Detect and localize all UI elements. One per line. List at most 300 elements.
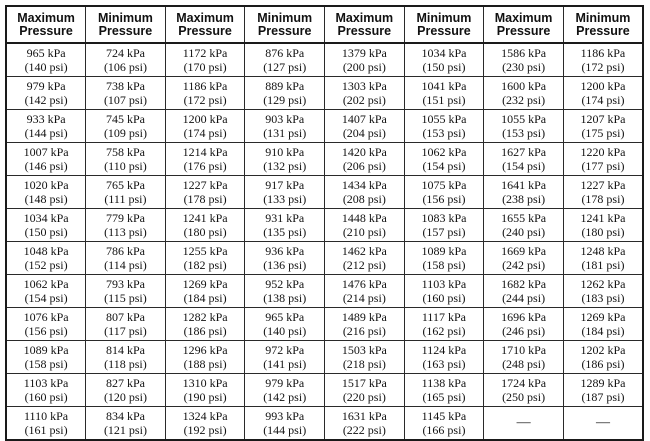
kpa-value: 724 kPa [105, 46, 145, 60]
table-cell [165, 209, 245, 242]
header-line: Pressure [417, 23, 471, 38]
psi-value: (106 psi) [103, 60, 147, 74]
psi-value: (204 psi) [342, 126, 386, 140]
table-cell [6, 209, 86, 242]
header-line: Minimum [98, 10, 153, 25]
kpa-value: 1055 kPa [421, 112, 467, 126]
table-cell [86, 77, 166, 110]
table-cell [245, 308, 325, 341]
minimum-pressure-header [404, 6, 484, 43]
psi-value: (158 psi) [422, 258, 466, 272]
kpa-value: 1600 kPa [501, 79, 547, 93]
psi-value: (240 psi) [502, 225, 546, 239]
minimum-pressure-header [86, 6, 166, 43]
table-row [6, 275, 643, 308]
psi-value: (141 psi) [263, 357, 307, 371]
psi-value: (187 psi) [581, 390, 625, 404]
kpa-value: 1138 kPa [421, 376, 467, 390]
table-cell [325, 374, 405, 407]
psi-value: (190 psi) [183, 390, 227, 404]
table-cell [325, 176, 405, 209]
psi-value: (156 psi) [422, 192, 466, 206]
table-body [6, 43, 643, 440]
minimum-pressure-header [245, 6, 325, 43]
psi-value: (153 psi) [502, 126, 546, 140]
table-row [6, 308, 643, 341]
header-line: Maximum [17, 10, 75, 25]
psi-value: (144 psi) [263, 423, 307, 437]
psi-value: (200 psi) [342, 60, 386, 74]
kpa-value: 876 kPa [265, 46, 305, 60]
psi-value: (244 psi) [502, 291, 546, 305]
table-cell [404, 176, 484, 209]
table-cell [484, 407, 564, 441]
table-row [6, 374, 643, 407]
table-cell [325, 308, 405, 341]
table-cell [165, 43, 245, 77]
table-cell [165, 143, 245, 176]
psi-value: (150 psi) [422, 60, 466, 74]
pressure-table [5, 5, 644, 441]
psi-value: (178 psi) [183, 192, 227, 206]
maximum-pressure-header [325, 6, 405, 43]
psi-value: (157 psi) [422, 225, 466, 239]
table-cell [563, 209, 643, 242]
kpa-value: 1062 kPa [421, 145, 467, 159]
psi-value: (208 psi) [342, 192, 386, 206]
psi-value: (230 psi) [502, 60, 546, 74]
table-cell [245, 110, 325, 143]
psi-value: (136 psi) [263, 258, 307, 272]
table-cell [484, 308, 564, 341]
table-cell [563, 110, 643, 143]
table-cell [404, 77, 484, 110]
kpa-value: 765 kPa [105, 178, 145, 192]
table-cell [325, 209, 405, 242]
kpa-value: 807 kPa [105, 310, 145, 324]
psi-value: (170 psi) [183, 60, 227, 74]
psi-value: (177 psi) [581, 159, 625, 173]
table-cell [165, 341, 245, 374]
kpa-value: 1448 kPa [341, 211, 387, 225]
kpa-value: 1117 kPa [421, 310, 466, 324]
kpa-value: 1048 kPa [23, 244, 69, 258]
table-cell [245, 77, 325, 110]
table-cell [6, 43, 86, 77]
kpa-value: 1034 kPa [23, 211, 69, 225]
table-cell [245, 143, 325, 176]
kpa-value: 889 kPa [265, 79, 305, 93]
table-cell [86, 110, 166, 143]
kpa-value: 979 kPa [265, 376, 305, 390]
kpa-value: 1682 kPa [501, 277, 547, 291]
psi-value: (133 psi) [263, 192, 307, 206]
psi-value: (172 psi) [183, 93, 227, 107]
psi-value: (176 psi) [183, 159, 227, 173]
kpa-value: 1075 kPa [421, 178, 467, 192]
kpa-value: 1489 kPa [341, 310, 387, 324]
table-row [6, 407, 643, 441]
kpa-value: 1202 kPa [580, 343, 626, 357]
kpa-value: 1207 kPa [580, 112, 626, 126]
kpa-value: 910 kPa [265, 145, 305, 159]
psi-value: (115 psi) [104, 291, 147, 305]
kpa-value: 1034 kPa [421, 46, 467, 60]
table-cell [6, 308, 86, 341]
kpa-value: 1669 kPa [501, 244, 547, 258]
kpa-value: 993 kPa [265, 409, 305, 423]
kpa-value: 965 kPa [265, 310, 305, 324]
kpa-value: 1379 kPa [341, 46, 387, 60]
header-line: Pressure [19, 23, 73, 38]
kpa-value: 1110 kPa [24, 409, 69, 423]
psi-value: (172 psi) [581, 60, 625, 74]
kpa-value: 936 kPa [265, 244, 305, 258]
table-cell [484, 43, 564, 77]
psi-value: (107 psi) [103, 93, 147, 107]
kpa-value: 1627 kPa [501, 145, 547, 159]
psi-value: (180 psi) [183, 225, 227, 239]
table-cell [484, 275, 564, 308]
maximum-pressure-header [165, 6, 245, 43]
kpa-value: 1269 kPa [182, 277, 228, 291]
psi-value: (120 psi) [103, 390, 147, 404]
table-cell [165, 110, 245, 143]
table-cell [86, 341, 166, 374]
psi-value: (186 psi) [581, 357, 625, 371]
psi-value: (138 psi) [263, 291, 307, 305]
psi-value: (192 psi) [183, 423, 227, 437]
kpa-value: 1220 kPa [580, 145, 626, 159]
psi-value: (175 psi) [581, 126, 625, 140]
kpa-value: 1227 kPa [580, 178, 626, 192]
table-cell [86, 275, 166, 308]
psi-value: (220 psi) [342, 390, 386, 404]
psi-value: (183 psi) [581, 291, 625, 305]
table-cell [6, 242, 86, 275]
psi-value: (166 psi) [422, 423, 466, 437]
psi-value: (110 psi) [104, 159, 147, 173]
table-cell [563, 341, 643, 374]
table-row [6, 143, 643, 176]
table-cell [563, 176, 643, 209]
kpa-value: 745 kPa [105, 112, 145, 126]
table-cell [484, 110, 564, 143]
table-cell [6, 407, 86, 441]
kpa-value: 965 kPa [26, 46, 66, 60]
psi-value: (202 psi) [342, 93, 386, 107]
table-cell [245, 209, 325, 242]
table-cell [325, 407, 405, 441]
psi-value: (154 psi) [422, 159, 466, 173]
psi-value: (250 psi) [502, 390, 546, 404]
table-cell [245, 43, 325, 77]
psi-value: (146 psi) [24, 159, 68, 173]
kpa-value: 1324 kPa [182, 409, 228, 423]
kpa-value: 1124 kPa [421, 343, 467, 357]
table-cell [325, 143, 405, 176]
psi-value: (118 psi) [104, 357, 147, 371]
table-cell [165, 374, 245, 407]
table-row [6, 110, 643, 143]
psi-value: (131 psi) [263, 126, 307, 140]
psi-value: (238 psi) [502, 192, 546, 206]
table-row [6, 43, 643, 77]
psi-value: (174 psi) [581, 93, 625, 107]
kpa-value: 786 kPa [105, 244, 145, 258]
kpa-value: 1641 kPa [501, 178, 547, 192]
header-line: Maximum [494, 10, 553, 25]
table-cell [404, 407, 484, 441]
table-cell [245, 374, 325, 407]
kpa-value: 1145 kPa [421, 409, 467, 423]
table-cell [165, 275, 245, 308]
kpa-value: 779 kPa [105, 211, 145, 225]
table-cell [484, 77, 564, 110]
kpa-value: 793 kPa [105, 277, 145, 291]
maximum-pressure-header [6, 6, 86, 43]
table-cell [245, 407, 325, 441]
kpa-value: 903 kPa [265, 112, 305, 126]
psi-value: (242 psi) [502, 258, 546, 272]
kpa-value: 1089 kPa [421, 244, 467, 258]
kpa-value: 917 kPa [265, 178, 305, 192]
psi-value: (150 psi) [24, 225, 68, 239]
kpa-value: 1710 kPa [501, 343, 547, 357]
kpa-value: 1214 kPa [182, 145, 228, 159]
psi-value: (127 psi) [263, 60, 307, 74]
psi-value: (109 psi) [103, 126, 147, 140]
psi-value: (135 psi) [263, 225, 307, 239]
table-cell [404, 143, 484, 176]
psi-value: (180 psi) [581, 225, 625, 239]
kpa-value: 1631 kPa [341, 409, 387, 423]
psi-value: (142 psi) [263, 390, 307, 404]
header-line: Pressure [98, 23, 153, 38]
table-cell [165, 242, 245, 275]
table-cell [165, 308, 245, 341]
table-cell [86, 176, 166, 209]
kpa-value: 1103 kPa [421, 277, 467, 291]
kpa-value: 1255 kPa [182, 244, 228, 258]
table-cell [404, 242, 484, 275]
psi-value: (111 psi) [104, 192, 147, 206]
table-cell [563, 143, 643, 176]
psi-value: (165 psi) [422, 390, 466, 404]
kpa-value: 1503 kPa [341, 343, 387, 357]
table-cell [484, 341, 564, 374]
table-cell [6, 77, 86, 110]
psi-value: (206 psi) [342, 159, 386, 173]
header-line: Pressure [496, 23, 551, 38]
kpa-value: 1186 kPa [182, 79, 228, 93]
header-line: Pressure [576, 23, 630, 38]
table-row [6, 77, 643, 110]
empty-cell-dash: — [516, 415, 531, 430]
kpa-value: 933 kPa [26, 112, 66, 126]
table-cell [165, 176, 245, 209]
table-cell [245, 242, 325, 275]
table-cell [165, 77, 245, 110]
header-line: Maximum [176, 10, 234, 25]
table-cell [86, 374, 166, 407]
psi-value: (216 psi) [342, 324, 386, 338]
kpa-value: 1655 kPa [501, 211, 547, 225]
psi-value: (148 psi) [24, 192, 68, 206]
kpa-value: 1200 kPa [580, 79, 626, 93]
table-cell [563, 374, 643, 407]
psi-value: (212 psi) [342, 258, 386, 272]
kpa-value: 1476 kPa [341, 277, 387, 291]
psi-value: (214 psi) [342, 291, 386, 305]
table-cell [404, 43, 484, 77]
psi-value: (129 psi) [263, 93, 307, 107]
psi-value: (152 psi) [24, 258, 68, 272]
header-line: Minimum [575, 10, 631, 25]
table-cell [563, 308, 643, 341]
kpa-value: 952 kPa [265, 277, 305, 291]
kpa-value: 827 kPa [105, 376, 145, 390]
kpa-value: 1696 kPa [501, 310, 547, 324]
kpa-value: 931 kPa [265, 211, 305, 225]
psi-value: (160 psi) [24, 390, 68, 404]
table-cell [165, 407, 245, 441]
header-line: Pressure [337, 23, 392, 38]
psi-value: (142 psi) [24, 93, 68, 107]
header-line: Minimum [257, 10, 313, 25]
kpa-value: 1407 kPa [341, 112, 387, 126]
psi-value: (154 psi) [24, 291, 68, 305]
kpa-value: 979 kPa [26, 79, 66, 93]
kpa-value: 1420 kPa [341, 145, 387, 159]
header-line: Minimum [416, 10, 472, 25]
table-cell [86, 143, 166, 176]
kpa-value: 1282 kPa [182, 310, 228, 324]
psi-value: (181 psi) [581, 258, 625, 272]
kpa-value: 1586 kPa [501, 46, 547, 60]
kpa-value: 1103 kPa [23, 376, 69, 390]
table-cell [404, 275, 484, 308]
table-cell [6, 374, 86, 407]
table-row [6, 176, 643, 209]
table-cell [6, 341, 86, 374]
table-cell [484, 176, 564, 209]
table-cell [86, 209, 166, 242]
psi-value: (132 psi) [263, 159, 307, 173]
table-cell [325, 77, 405, 110]
kpa-value: 814 kPa [105, 343, 145, 357]
kpa-value: 1296 kPa [182, 343, 228, 357]
table-cell [563, 43, 643, 77]
psi-value: (178 psi) [581, 192, 625, 206]
table-cell [404, 341, 484, 374]
psi-value: (154 psi) [502, 159, 546, 173]
header-line: Pressure [257, 23, 312, 38]
kpa-value: 1310 kPa [182, 376, 228, 390]
psi-value: (222 psi) [342, 423, 386, 437]
psi-value: (113 psi) [104, 225, 147, 239]
minimum-pressure-header [563, 6, 643, 43]
psi-value: (188 psi) [183, 357, 227, 371]
kpa-value: 1041 kPa [421, 79, 467, 93]
table-cell [404, 374, 484, 407]
psi-value: (117 psi) [104, 324, 147, 338]
table-cell [484, 242, 564, 275]
table-cell [86, 308, 166, 341]
table-cell [563, 407, 643, 441]
table-cell [325, 110, 405, 143]
kpa-value: 1089 kPa [23, 343, 69, 357]
table-row [6, 341, 643, 374]
psi-value: (184 psi) [581, 324, 625, 338]
psi-value: (184 psi) [183, 291, 227, 305]
kpa-value: 1248 kPa [580, 244, 626, 258]
psi-value: (144 psi) [24, 126, 68, 140]
kpa-value: 972 kPa [265, 343, 305, 357]
table-cell [6, 110, 86, 143]
kpa-value: 1227 kPa [182, 178, 228, 192]
table-cell [484, 143, 564, 176]
table-cell [86, 43, 166, 77]
psi-value: (151 psi) [422, 93, 466, 107]
psi-value: (162 psi) [422, 324, 466, 338]
psi-value: (160 psi) [422, 291, 466, 305]
kpa-value: 1262 kPa [580, 277, 626, 291]
table-cell [6, 275, 86, 308]
table-cell [86, 407, 166, 441]
table-cell [563, 275, 643, 308]
header-line: Maximum [335, 10, 394, 25]
table-cell [563, 77, 643, 110]
empty-cell-dash: — [595, 415, 610, 430]
table-cell [325, 43, 405, 77]
kpa-value: 1517 kPa [341, 376, 387, 390]
maximum-pressure-header [484, 6, 564, 43]
psi-value: (140 psi) [24, 60, 68, 74]
psi-value: (156 psi) [24, 324, 68, 338]
kpa-value: 834 kPa [105, 409, 145, 423]
table-cell [484, 209, 564, 242]
psi-value: (218 psi) [342, 357, 386, 371]
table-row [6, 209, 643, 242]
table-cell [404, 110, 484, 143]
kpa-value: 1076 kPa [23, 310, 69, 324]
table-cell [245, 275, 325, 308]
table-cell [86, 242, 166, 275]
kpa-value: 1083 kPa [421, 211, 467, 225]
table-cell [6, 176, 86, 209]
kpa-value: 1289 kPa [580, 376, 626, 390]
kpa-value: 1062 kPa [23, 277, 69, 291]
kpa-value: 1200 kPa [182, 112, 228, 126]
psi-value: (140 psi) [263, 324, 307, 338]
header-row [6, 6, 643, 43]
kpa-value: 1172 kPa [182, 46, 228, 60]
psi-value: (161 psi) [24, 423, 68, 437]
kpa-value: 1724 kPa [501, 376, 547, 390]
kpa-value: 1241 kPa [182, 211, 228, 225]
psi-value: (153 psi) [422, 126, 466, 140]
kpa-value: 1007 kPa [23, 145, 69, 159]
psi-value: (248 psi) [502, 357, 546, 371]
kpa-value: 1303 kPa [341, 79, 387, 93]
psi-value: (114 psi) [104, 258, 147, 272]
kpa-value: 1186 kPa [580, 46, 626, 60]
table-cell [325, 275, 405, 308]
table-cell [245, 176, 325, 209]
psi-value: (186 psi) [183, 324, 227, 338]
kpa-value: 1269 kPa [580, 310, 626, 324]
